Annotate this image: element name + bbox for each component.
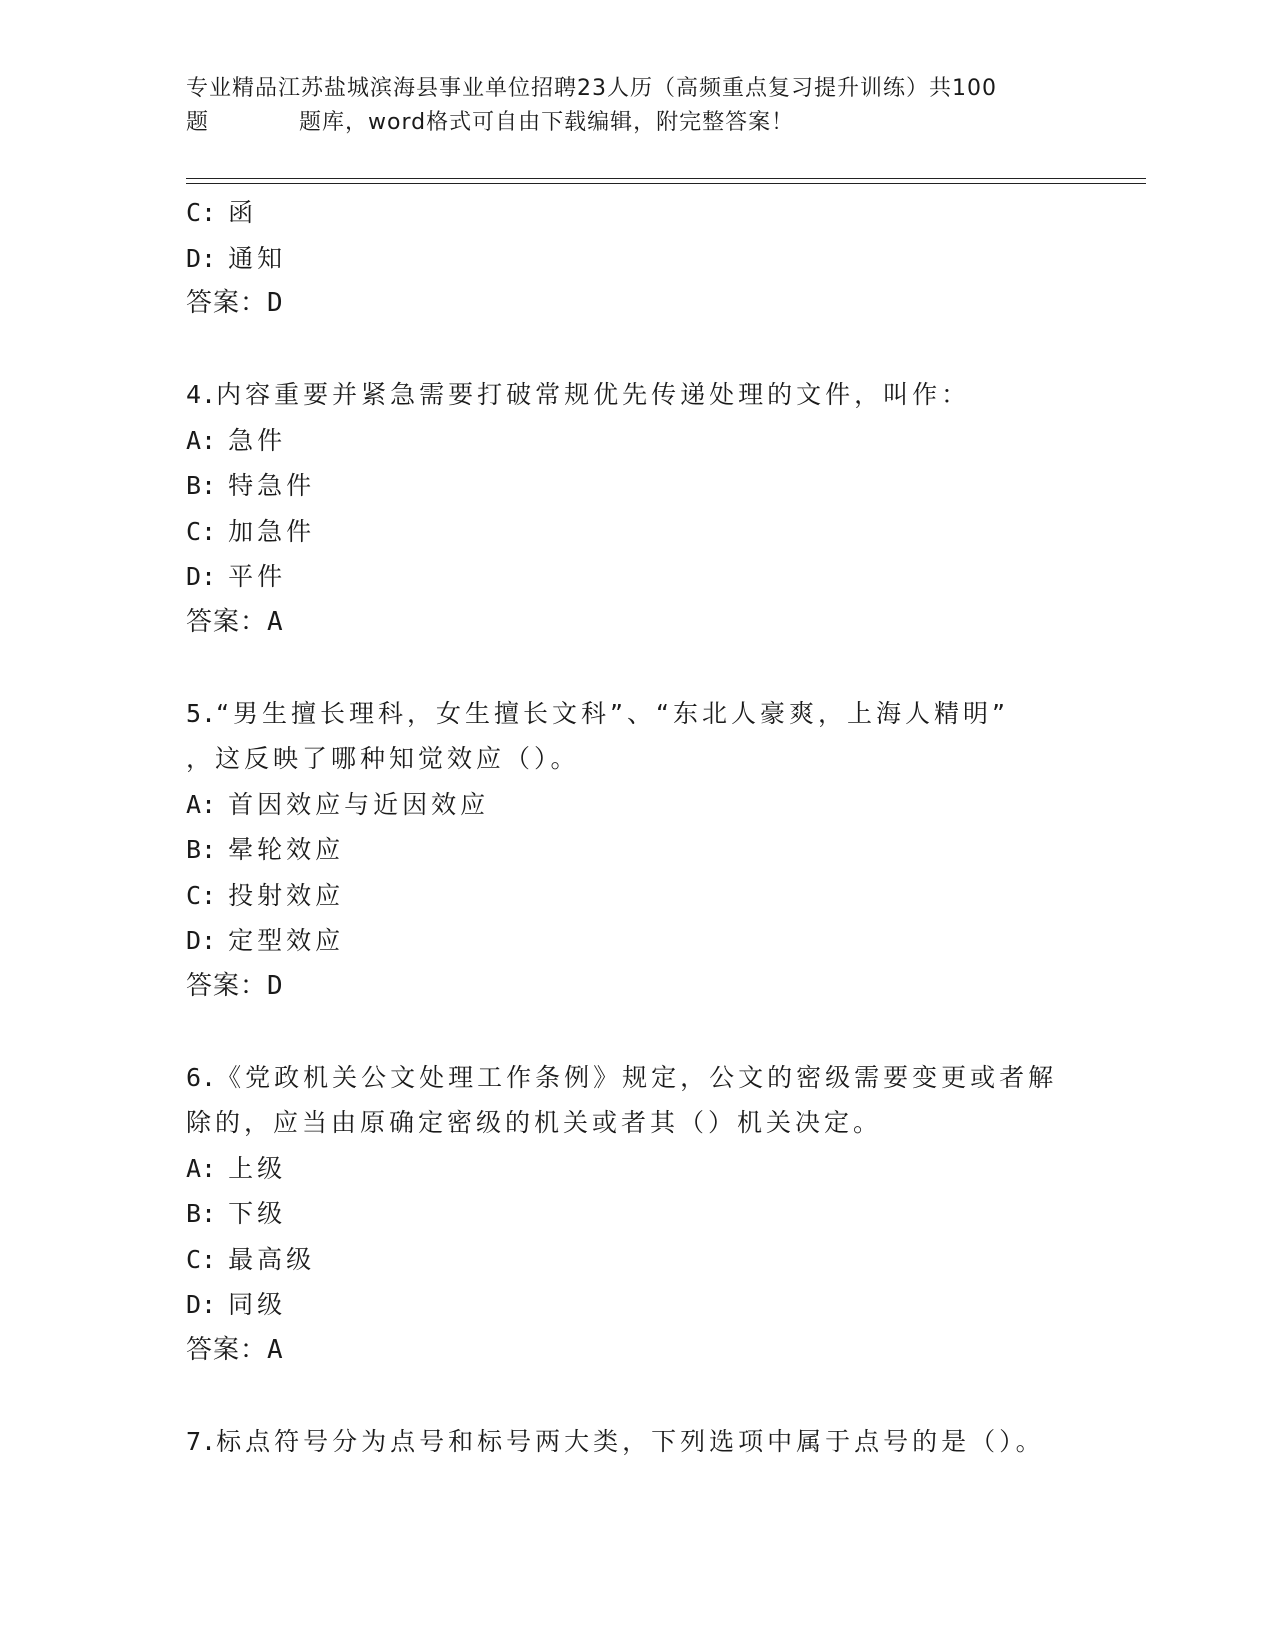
question-5-text: 5.“男生擅长理科，女生擅长文科”、“东北人豪爽，上海人精明”: [186, 698, 1009, 728]
question-5-text-cont: ，这反映了哪种知觉效应（）。: [186, 744, 580, 773]
header-title-line2: [186, 106, 1186, 140]
question-6-text: 6.《党政机关公文处理工作条例》规定，公文的密级需要变更或者解: [186, 1062, 1058, 1092]
option-b: B: 晕轮效应: [186, 835, 345, 864]
page-header: [186, 72, 1186, 140]
answer-line: 答案：A: [186, 1334, 284, 1365]
option-b: B: 下级: [186, 1199, 287, 1228]
option-d: D: 定型效应: [186, 926, 345, 955]
header-title-line1: 专业精品江苏盐城滨海县事业单位招聘23人历（高频重点复习提升训练）共100: [186, 76, 997, 101]
answer-line: 答案：D: [186, 970, 284, 1001]
option-a: A: 首因效应与近因效应: [186, 789, 490, 819]
question-content: [186, 190, 1146, 1464]
option-a: A: 急件: [186, 425, 287, 455]
question-7-text: 7.标点符号分为点号和标号两大类，下列选项中属于点号的是（）。: [186, 1426, 1045, 1456]
option-c: C: 投射效应: [186, 880, 345, 910]
question-6-text-cont: 除的，应当由原确定密级的机关或者其（）机关决定。: [186, 1108, 883, 1137]
option-d: D: 同级: [186, 1290, 287, 1319]
answer-line: 答案：A: [186, 606, 284, 637]
option-c: C: 函: [186, 198, 258, 227]
header-line2-text: 题库，word格式可自由下载编辑，附完整答案！: [299, 110, 795, 135]
option-a: A: 上级: [186, 1153, 287, 1183]
header-divider-bottom: [186, 183, 1146, 184]
option-b: B: 特急件: [186, 471, 316, 500]
option-d: D: 通知: [186, 243, 287, 273]
answer-line: 答案：D: [186, 288, 284, 318]
question-4-text: 4.内容重要并紧急需要打破常规优先传递处理的文件，叫作：: [186, 380, 971, 409]
option-c: C: 最高级: [186, 1244, 316, 1274]
option-d: D: 平件: [186, 562, 287, 591]
header-line2-prefix: 题: [186, 110, 210, 135]
option-c: C: 加急件: [186, 516, 316, 546]
header-divider-top: [186, 178, 1146, 179]
